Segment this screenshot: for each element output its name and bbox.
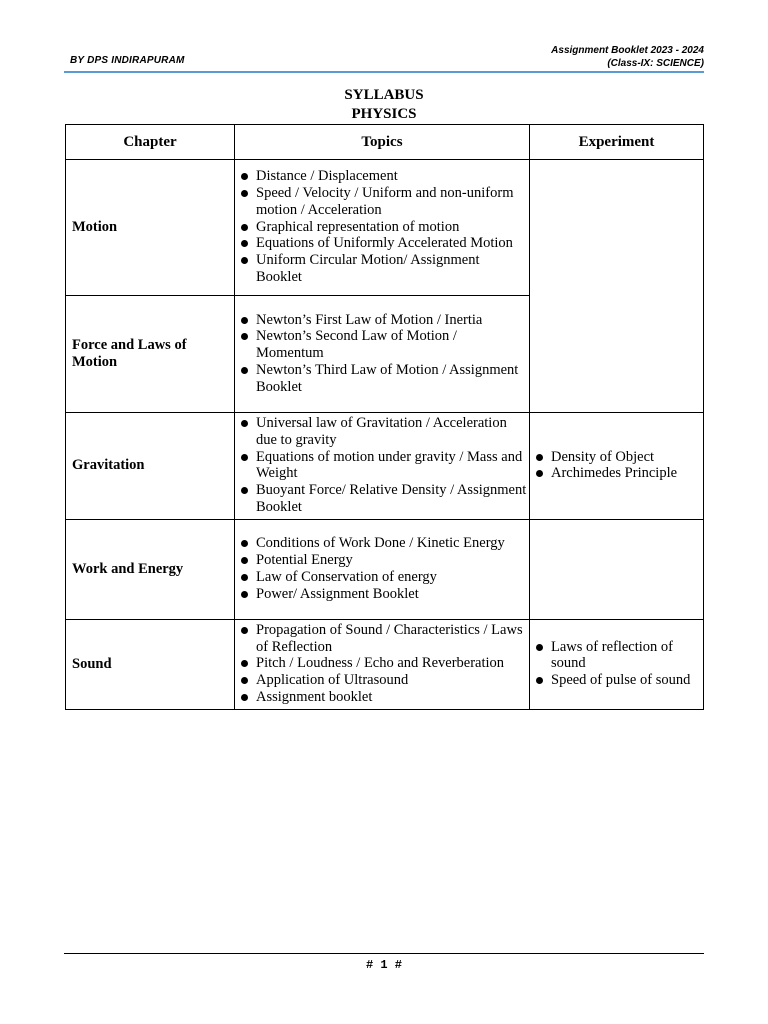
- page-number: # 1 #: [365, 958, 402, 972]
- topic-item: Equations of Uniformly Accelerated Motion: [239, 235, 527, 252]
- experiment-cell: [530, 519, 704, 619]
- topic-item: Potential Energy: [239, 552, 527, 569]
- experiment-list: [534, 639, 701, 689]
- experiment-cell: [530, 413, 704, 520]
- page-title: SYLLABUS: [344, 87, 424, 103]
- table-row: [66, 619, 704, 709]
- chapter-cell: Gravitation: [66, 413, 235, 520]
- topic-item: Law of Conservation of energy: [239, 569, 527, 586]
- experiment-cell: [530, 160, 704, 413]
- topic-list: [239, 168, 527, 286]
- topics-cell: [235, 413, 530, 520]
- topics-cell: [235, 519, 530, 619]
- topic-item: Graphical representation of motion: [239, 219, 527, 236]
- topic-item: Newton’s Third Law of Motion / Assignment Booklet: [239, 362, 527, 396]
- topic-item: Power/ Assignment Booklet: [239, 586, 527, 603]
- topic-item: Application of Ultrasound: [239, 672, 527, 689]
- topic-list: [239, 535, 527, 602]
- topics-cell: [235, 296, 530, 413]
- topics-cell: [235, 619, 530, 709]
- header-booklet-title: Assignment Booklet 2023 - 2024: [551, 45, 704, 56]
- topic-item: Newton’s Second Law of Motion / Momentum: [239, 328, 527, 362]
- page-subtitle: PHYSICS: [351, 106, 417, 122]
- experiment-list: [534, 449, 701, 483]
- topic-item: Distance / Displacement: [239, 168, 527, 185]
- topic-item: Buoyant Force/ Relative Density / Assignment Booklet: [239, 482, 527, 516]
- experiment-item: Speed of pulse of sound: [534, 672, 701, 689]
- topic-list: [239, 622, 527, 706]
- syllabus-table: [65, 124, 704, 710]
- topic-item: Universal law of Gravitation / Acceleration due to gravity: [239, 415, 527, 449]
- topic-list: [239, 415, 527, 516]
- topic-item: Newton’s First Law of Motion / Inertia: [239, 312, 527, 329]
- topics-cell: [235, 160, 530, 296]
- topic-item: Uniform Circular Motion/ Assignment Booklet: [239, 252, 527, 286]
- header-school-name: BY DPS INDIRAPURAM: [70, 55, 185, 66]
- experiment-item: Archimedes Principle: [534, 465, 701, 482]
- topic-item: Assignment booklet: [239, 689, 527, 706]
- header-booklet-info: [551, 44, 704, 70]
- table-row: [66, 413, 704, 520]
- header-class-label: (Class-IX: SCIENCE): [607, 58, 704, 69]
- experiment-item: Density of Object: [534, 449, 701, 466]
- topic-item: Propagation of Sound / Characteristics / Laws of Reflection: [239, 622, 527, 656]
- topic-list: [239, 312, 527, 396]
- footer-divider: [64, 953, 704, 954]
- topic-item: Conditions of Work Done / Kinetic Energy: [239, 535, 527, 552]
- table-header-row: [66, 125, 704, 160]
- topic-item: Pitch / Loudness / Echo and Reverberation: [239, 655, 527, 672]
- table-row: [66, 519, 704, 619]
- chapter-cell: Force and Laws of Motion: [66, 296, 235, 413]
- chapter-cell: Sound: [66, 619, 235, 709]
- experiment-item: Laws of reflection of sound: [534, 639, 701, 673]
- column-header-experiment: Experiment: [530, 125, 704, 160]
- experiment-cell: [530, 619, 704, 709]
- chapter-cell: Work and Energy: [66, 519, 235, 619]
- column-header-chapter: Chapter: [66, 125, 235, 160]
- header-divider: [64, 71, 704, 73]
- chapter-cell: Motion: [66, 160, 235, 296]
- topic-item: Equations of motion under gravity / Mass and Weight: [239, 449, 527, 483]
- column-header-topics: Topics: [235, 125, 530, 160]
- table-row: [66, 160, 704, 296]
- topic-item: Speed / Velocity / Uniform and non-uniform motion / Acceleration: [239, 185, 527, 219]
